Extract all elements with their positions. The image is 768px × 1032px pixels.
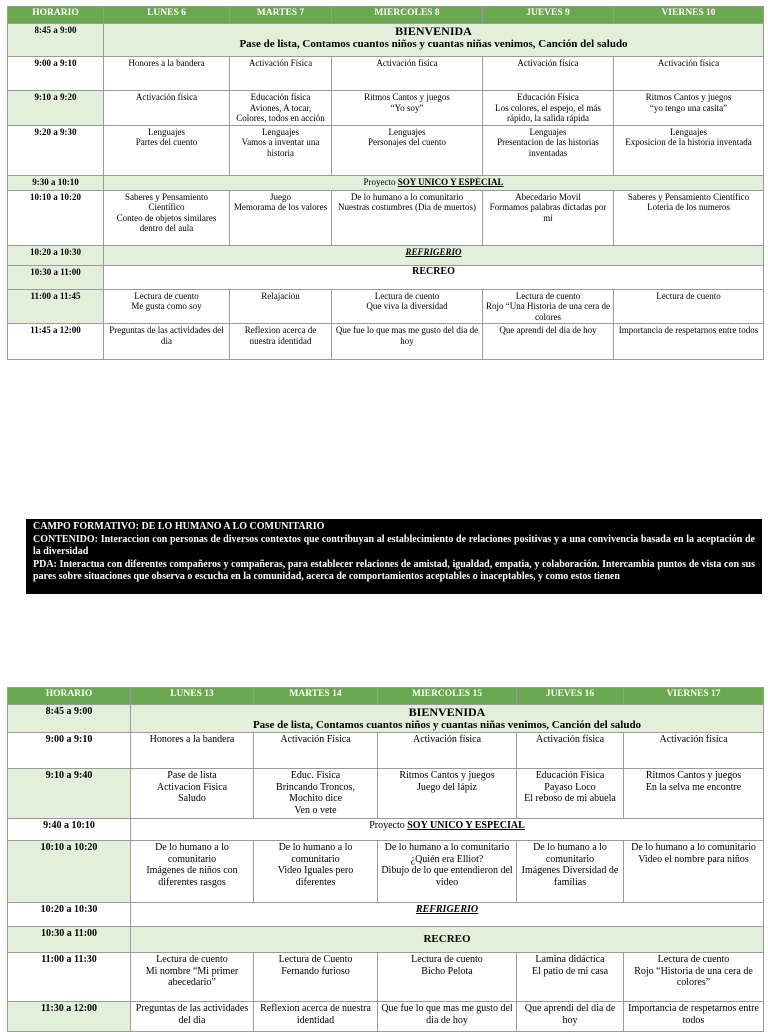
activity-text: Lenguajes (670, 126, 707, 137)
welcome-title: BIENVENIDA (408, 705, 486, 719)
activity-text: ¿Quién era Elliot? (410, 853, 484, 865)
pda-label: PDA: (33, 558, 57, 570)
project-name: SOY UNICO Y ESPECIAL (407, 820, 525, 831)
project-cell (131, 819, 764, 841)
activity-cell (131, 769, 254, 819)
schedule-row (8, 1002, 764, 1032)
activity-text: De lo humano a lo comunitario (384, 842, 510, 853)
activity-cell: Preguntas de las actividades del dia (131, 1002, 254, 1032)
activity-cell (517, 769, 624, 819)
time-cell: 10:30 a 11:00 (8, 265, 104, 289)
activity-cell (624, 769, 764, 819)
activity-text: Lamina didáctica (535, 954, 605, 965)
schedule-row (8, 289, 764, 324)
activity-cell (332, 125, 483, 175)
project-prefix: Proyecto (369, 820, 408, 831)
activity-text: Saberes y Pensamiento Científico (627, 191, 750, 202)
time-cell: 9:10 a 9:40 (8, 769, 131, 819)
welcome-cell (131, 705, 764, 733)
activity-cell (483, 91, 614, 126)
time-cell: 8:45 a 9:00 (8, 24, 104, 57)
activity-text: Colores, todos en acción (236, 113, 325, 123)
time-cell: 9:30 a 10:10 (8, 175, 104, 190)
project-prefix: Proyecto (363, 176, 398, 187)
activity-text: El reboso de mi abuela (524, 793, 616, 804)
project-cell (104, 175, 764, 190)
activity-text: Lectura de cuento (515, 290, 581, 301)
project-row (8, 175, 764, 190)
activity-text: Memorama de los valores (233, 202, 328, 212)
schedule-row (8, 324, 764, 360)
activity-text: Ritmos Cantos y juegos (399, 770, 495, 781)
header-day: LUNES 6 (104, 7, 230, 24)
activity-text: Lectura de cuento (374, 290, 440, 301)
activity-cell: Que fue lo que mas me gusto del dia de hoy (378, 1002, 517, 1032)
activity-text: Educ. Fisica (290, 770, 341, 781)
activity-text: Presentacion de las historias inventadas (497, 137, 599, 158)
schedule-table-week-1 (7, 6, 764, 360)
activity-cell (254, 953, 378, 1002)
activity-cell (614, 125, 764, 175)
activity-cell (614, 91, 764, 126)
activity-cell (332, 289, 483, 324)
welcome-title: BIENVENIDA (395, 24, 472, 38)
schedule-row (8, 91, 764, 126)
activity-text: Imágenes de niños con diferentes rasgos (146, 865, 238, 888)
time-cell: 10:10 a 10:20 (8, 841, 131, 903)
header-day: MARTES 7 (230, 7, 332, 24)
activity-cell (483, 190, 614, 245)
activity-cell (378, 841, 517, 903)
activity-cell (332, 91, 483, 126)
activity-text: Juego del lápiz (417, 781, 477, 793)
activity-cell (254, 841, 378, 903)
time-cell: 11:45 a 12:00 (8, 324, 104, 360)
header-day: JUEVES 9 (483, 7, 614, 24)
activity-text: Personajes del cuento (368, 137, 446, 147)
activity-cell: Reflexion acerca de nuestra identidad (230, 324, 332, 360)
activity-text: Juego (270, 191, 291, 202)
activity-text: “yo tengo una casita” (649, 102, 728, 113)
activity-text: De lo humano a lo comunitario (631, 842, 756, 853)
recess-row (8, 265, 764, 289)
pda-text (33, 559, 755, 584)
activity-cell: Reflexion acerca de nuestra identidad (254, 1002, 378, 1032)
activity-text: Que viva la diversidad (366, 301, 448, 311)
activity-cell (230, 190, 332, 245)
recess-row (8, 927, 764, 953)
activity-text: Lectura de cuento (156, 954, 228, 965)
activity-text: Los colores, el espejo, el más rápido, la salida rápida (495, 102, 601, 123)
activity-text: Activación física (135, 92, 198, 102)
activity-text: Bicho Pelota (421, 965, 473, 977)
activity-cell (104, 125, 230, 175)
project-row (8, 819, 764, 841)
schedule-table-week-2 (7, 687, 764, 1032)
activity-text: Lenguajes (148, 126, 185, 137)
activity-text: Lenguajes (529, 126, 567, 137)
activity-text: Video el nombre para niños (638, 853, 749, 865)
activity-text: Educación Física (517, 92, 579, 102)
welcome-subtitle: Pase de lista, Contamos cuantos niños y cuantas niñas venimos, Canción del saludo (252, 719, 642, 731)
schedule-row (8, 125, 764, 175)
activity-text: Brincando Troncos, (276, 781, 355, 793)
recess-label: RECREO (104, 265, 764, 289)
activity-text: Saludo (178, 793, 206, 804)
activity-cell: Activación Física (230, 57, 332, 91)
activity-text: Educación física (250, 92, 311, 102)
activity-cell (483, 289, 614, 324)
activity-text: Dibujo de lo que entendieron del video (381, 865, 513, 888)
schedule-row (8, 953, 764, 1002)
schedule-row (8, 190, 764, 245)
schedule-row (8, 57, 764, 91)
activity-text: Video Iguales pero diferentes (277, 865, 354, 888)
header-horario: HORARIO (8, 7, 104, 24)
contenido-label: CONTENIDO: (33, 533, 99, 545)
activity-cell (483, 125, 614, 175)
activity-text: Abecedario Movil (515, 191, 581, 202)
activity-text: Exposicion de la historia inventada (625, 137, 752, 147)
activity-text: Me gusta como soy (131, 301, 202, 311)
activity-text: Fernando furioso (281, 965, 350, 977)
activity-text: Mi nombre “Mi primer abecedario” (145, 965, 239, 988)
activity-cell (230, 91, 332, 126)
schedule-row (8, 841, 764, 903)
header-day: LUNES 13 (131, 688, 254, 705)
time-cell: 9:00 a 9:10 (8, 733, 131, 769)
schedule-row (8, 769, 764, 819)
project-name: SOY UNICO Y ESPECIAL (397, 176, 504, 187)
activity-text: Partes del cuento (135, 137, 198, 147)
time-cell: 10:30 a 11:00 (8, 927, 131, 953)
activity-cell (517, 841, 624, 903)
activity-cell (624, 841, 764, 903)
activity-cell (614, 190, 764, 245)
activity-cell (104, 190, 230, 245)
time-cell: 11:00 a 11:45 (8, 289, 104, 324)
activity-text: De lo humano a lo comunitario (278, 842, 353, 865)
time-cell: 9:20 a 9:30 (8, 125, 104, 175)
activity-text: El patio de mi casa (531, 965, 609, 977)
activity-text: Lectura de Cuento (278, 954, 353, 965)
activity-cell (104, 289, 230, 324)
activity-text: Educación Física (535, 770, 605, 781)
time-cell: 9:40 a 10:10 (8, 819, 131, 841)
activity-cell: Activación física (332, 57, 483, 91)
activity-text: De lo humano a lo comunitario (350, 191, 464, 202)
time-cell: 11:30 a 12:00 (8, 1002, 131, 1032)
activity-cell (378, 769, 517, 819)
activity-cell (624, 953, 764, 1002)
welcome-row (8, 24, 764, 57)
contenido-body: Interaccion con personas de diversos contextos que contribuyan al establecimiento de relaciones positivas y a una convivencia basada en la aceptación de la diversidad (33, 533, 755, 557)
activity-text: Mochito dice (288, 793, 343, 804)
activity-cell: Activación física (517, 733, 624, 769)
welcome-cell (104, 24, 764, 57)
header-horario: HORARIO (8, 688, 131, 705)
activity-text: “Yo soy” (390, 102, 424, 113)
activity-text: Imágenes Diversidad de familias (521, 865, 619, 888)
activity-text: Payaso Loco (544, 781, 596, 793)
welcome-row (8, 705, 764, 733)
activity-cell (614, 289, 764, 324)
activity-text: Aviones, A tocar, (249, 102, 312, 113)
activity-cell: Que aprendi del dia de hoy (483, 324, 614, 360)
header-day: VIERNES 10 (614, 7, 764, 24)
time-cell: 9:10 a 9:20 (8, 91, 104, 126)
snack-label: REFRIGERIO (131, 903, 764, 927)
activity-text: Lectura de cuento (134, 290, 199, 301)
activity-cell: Honores a la bandera (104, 57, 230, 91)
activity-text: Rojo “Historia de una cera de colores” (634, 965, 753, 988)
header-day: VIERNES 17 (624, 688, 764, 705)
header-day: JUEVES 16 (517, 688, 624, 705)
recess-label: RECREO (131, 927, 764, 953)
header-day: MIERCOLES 8 (332, 7, 483, 24)
activity-text: Lectura de cuento (411, 954, 483, 965)
activity-cell: Honores a la bandera (131, 733, 254, 769)
header-day: MIERCOLES 15 (378, 688, 517, 705)
activity-cell: Que fue lo que mas me gusto del dia de hoy (332, 324, 483, 360)
time-cell: 8:45 a 9:00 (8, 705, 131, 733)
activity-cell: Preguntas de las actividades del dia (104, 324, 230, 360)
activity-text: Lenguajes (388, 126, 426, 137)
activity-cell: Activación física (624, 733, 764, 769)
activity-cell (104, 91, 230, 126)
snack-row (8, 245, 764, 265)
header-row (8, 7, 764, 24)
activity-text: Ven o vete (294, 804, 337, 816)
activity-text: Activacion Fisica (156, 781, 228, 793)
snack-row (8, 903, 764, 927)
campo-formativo-title: CAMPO FORMATIVO: DE LO HUMANO A LO COMUNITARIO (33, 521, 325, 532)
header-day: MARTES 14 (254, 688, 378, 705)
activity-cell: Activación física (378, 733, 517, 769)
contenido-text (33, 534, 755, 559)
activity-cell (230, 125, 332, 175)
activity-text: Relajacion (261, 290, 300, 301)
activity-text: Rojo “Una Historia de una cera de colores (486, 301, 610, 322)
time-cell: 10:10 a 10:20 (8, 190, 104, 245)
activity-text: Conteo de objetos similares dentro del aula (116, 212, 217, 233)
activity-text: En la selva me encontre (645, 781, 742, 793)
header-row (8, 688, 764, 705)
time-cell: 10:20 a 10:30 (8, 245, 104, 265)
activity-text: Lenguajes (262, 126, 299, 137)
activity-cell (378, 953, 517, 1002)
activity-text: De lo humano a lo comunitario (155, 842, 229, 865)
campo-formativo-box (26, 519, 762, 594)
activity-cell: Activación física (483, 57, 614, 91)
activity-text: Nuestras costumbres (Dia de muertos) (338, 202, 476, 212)
activity-text: Ritmos Cantos y juegos (364, 92, 450, 102)
activity-cell: Activación física (614, 57, 764, 91)
activity-text: Pase de lista (167, 770, 217, 781)
activity-cell (131, 841, 254, 903)
activity-cell: Que aprendi del dia de hoy (517, 1002, 624, 1032)
pda-body: Interactua con diferentes compañeros y compañeras, para establecer relaciones de amistad, igualdad, empatia, y colaboración. Intercambia puntos de vista con sus pares sobre situaciones que observa o escucha en la comunidad, acerca de comportamientos aceptables o inaceptables, y como estos tienen (33, 558, 755, 582)
activity-text: Vamos a inventar una historia (241, 137, 320, 158)
schedule-row (8, 733, 764, 769)
activity-text: De lo humano a lo comunitario (533, 842, 607, 865)
activity-cell (332, 190, 483, 245)
activity-cell (230, 289, 332, 324)
activity-text: Saberes y Pensamiento Científico (125, 191, 208, 212)
activity-cell (254, 769, 378, 819)
activity-text: Formamos palabras dictadas por mi (489, 202, 607, 223)
activity-text: Ritmos Cantos y juegos (645, 770, 742, 781)
activity-cell: Importancia de respetarnos entre todos (614, 324, 764, 360)
welcome-subtitle: Pase de lista, Contamos cuantos niños y cuantas niñas venimos, Canción del saludo (239, 38, 628, 50)
time-cell: 11:00 a 11:30 (8, 953, 131, 1002)
activity-text: Ritmos Cantos y juegos (645, 92, 732, 102)
time-cell: 10:20 a 10:30 (8, 903, 131, 927)
activity-cell: Activación Física (254, 733, 378, 769)
time-cell: 9:00 a 9:10 (8, 57, 104, 91)
snack-label: REFRIGERIO (104, 245, 764, 265)
activity-text: Lectura de cuento (657, 954, 730, 965)
activity-cell (517, 953, 624, 1002)
activity-cell: Importancia de respetarnos entre todos (624, 1002, 764, 1032)
activity-text: Loteria de los numeros (647, 202, 730, 212)
activity-text: Lectura de cuento (656, 290, 721, 301)
activity-cell (131, 953, 254, 1002)
